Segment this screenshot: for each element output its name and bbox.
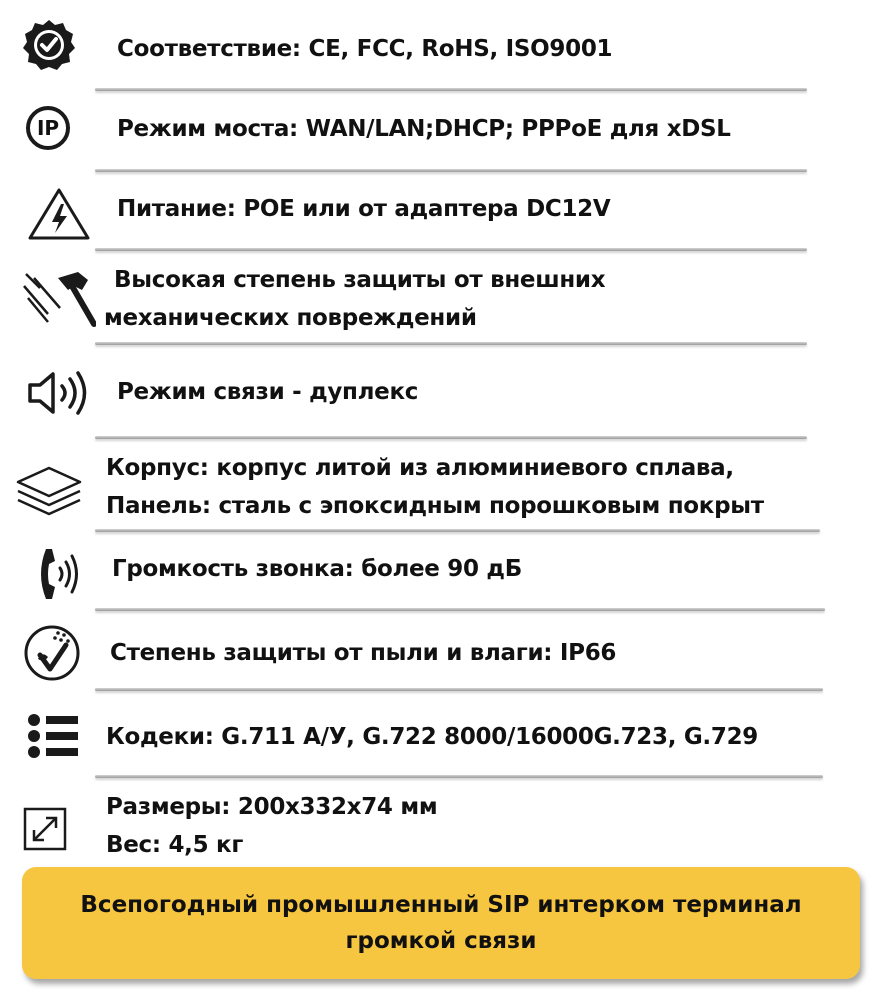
feature-text: Размеры: 200x332x74 мм <box>106 794 438 820</box>
ringing-phone-icon <box>34 545 82 603</box>
layers-icon <box>14 464 84 518</box>
divider <box>95 436 807 439</box>
divider <box>95 342 807 345</box>
speaker-icon <box>26 370 92 416</box>
ip-icon-label: IP <box>36 116 60 140</box>
feature-text: механических повреждений <box>104 305 477 331</box>
feature-text: Высокая степень защиты от внешних <box>114 267 606 293</box>
product-title-banner <box>22 867 860 979</box>
divider <box>95 608 825 611</box>
feature-text: Кодеки: G.711 А/У, G.722 8000/16000G.723, G.729 <box>106 724 758 750</box>
list-icon <box>26 712 80 760</box>
divider <box>95 88 807 91</box>
expand-arrows-icon <box>22 806 68 852</box>
feature-text: Режим моста: WAN/LAN;DHCP; PPPoE для xDSL <box>117 116 731 142</box>
banner-line: громкой связи <box>345 928 537 954</box>
divider <box>95 529 820 532</box>
certified-badge-icon <box>22 18 76 72</box>
feature-text: Громкость звонка: более 90 дБ <box>112 556 522 582</box>
feature-text: Корпус: корпус литой из алюминиевого сплава, <box>106 455 734 481</box>
divider <box>95 775 823 778</box>
banner-line: Всепогодный промышленный SIP интерком терминал <box>80 892 802 918</box>
divider <box>95 169 807 172</box>
feature-text: Режим связи - дуплекс <box>117 379 419 405</box>
feature-text: Питание: POE или от адаптера DC12V <box>117 196 611 222</box>
divider <box>95 688 823 691</box>
feature-text: Степень защиты от пыли и влаги: IP66 <box>110 640 617 666</box>
high-voltage-warning-icon <box>26 186 92 242</box>
divider <box>95 248 807 251</box>
water-dust-protection-icon <box>22 623 82 683</box>
feature-text: Панель: сталь с эпоксидным порошковым покрыт <box>106 493 764 519</box>
hammer-impact-icon <box>20 268 96 328</box>
feature-text: Соответствие: CE, FCC, RoHS, ISO9001 <box>117 36 613 62</box>
ip-icon <box>26 106 70 150</box>
feature-text: Вес: 4,5 кг <box>106 832 244 858</box>
